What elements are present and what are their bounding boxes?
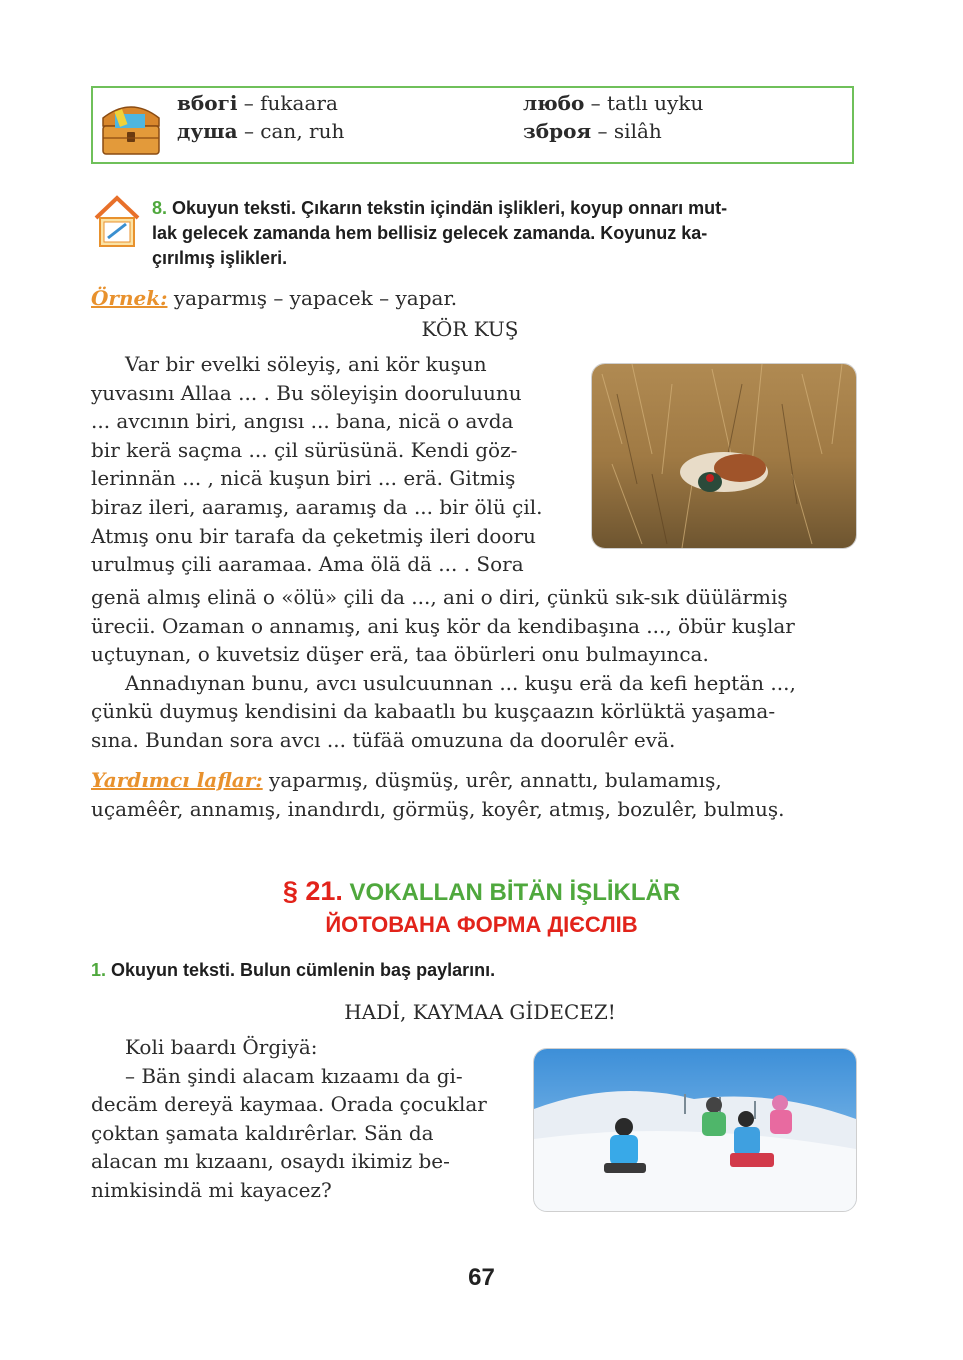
task-1-instruction: 1. Okuyun teksti. Bulun cümlenin baş paylarını. [91,960,496,980]
story-title: HADİ, KAYMAA GİDECEZ! [344,1000,616,1024]
vocab-entry: душа – can, ruh [177,119,345,143]
house-pencil-icon [92,194,142,250]
story-title: KÖR KUŞ [421,317,519,341]
treasure-chest-icon [97,92,165,160]
story-text-wide: genä almış elinä o «ölü» çili da ..., ani o diri, çünkü sık-sık düülärmiş ürecii. Ozaman o annamış, ani kuş kör da kendibaşına ..., öbür kuşlar uçtuynan, o kuvetsiz düşer erä, taa öbürleri onu bulmayınca. Annadıynan bunu, avcı usulcuunnan ... kuşu erä da kefi heptän ..., çünkü duymuş kendisini da kabaatlı bu kuşçaazın körlüktä yaşama- sına. Bundan sora avcı ... tüfää omuzuna da doorulêr evä. [91,585,796,752]
vocabulary-box [91,86,854,164]
example-line: Örnek: yaparmış – yapacek – yapar. [91,286,458,310]
section-heading: § 21. VOKALLAN BİTÄN İŞLİKLÄR [282,876,681,906]
page-number: 67 [468,1264,495,1291]
vocab-entry: любо – tatlı uyku [523,91,704,115]
pheasant-photo [591,363,857,549]
helper-words: Yardımcı laflar: yaparmış, düşmüş, urêr, annattı, bulamamış, uçamêêr, annamış, inandırdı, görmüş, koyêr, atmış, bozulêr, bulmuş. [91,768,785,821]
sledding-photo [533,1048,857,1212]
task-8-instruction: 8. Okuyun teksti. Çıkarın tekstin içindän işlikleri, koyup onnarı mut- lak gelecek zamanda hem bellisiz gelecek zamanda. Koyunuz ka- çırılmış işlikleri. [152,198,728,268]
vocab-entry: вбогі – fukaara [177,91,338,115]
section-subtitle: ЙОТОВАНА ФОРМА ДІЄСЛІВ [325,912,638,937]
story-text-narrow: Var bir evelki söleyiş, ani kör kuşun yuvasını Allaa ... . Bu söleyişin dooruluunu ... avcının biri, angısı ... bana, nicä o avda bir kerä saçma ... çil sürüsünä. Kendi göz- lerinnän ... , nicä kuşun biri ... erä. Gitmiş biraz ileri, aaramış, aaramış da ... bir ölü çil. Atmış onu bir tarafa da çeketmiş ileri dooru urulmuş çili aaramaa. Ama ölä dä ... . Sora [91,352,543,577]
vocab-entry: зброя – silâh [523,119,662,143]
story2-text: Koli baardı Örgiyä: – Bän şindi alacam kızaamı da gi- decäm dereyä kaymaa. Orada çocuklar çoktan şamata kaldırêrlar. Sän da alacan mı kızaanı, osaydı ikimiz be- nimkisindä mi kayacez? [91,1035,487,1202]
